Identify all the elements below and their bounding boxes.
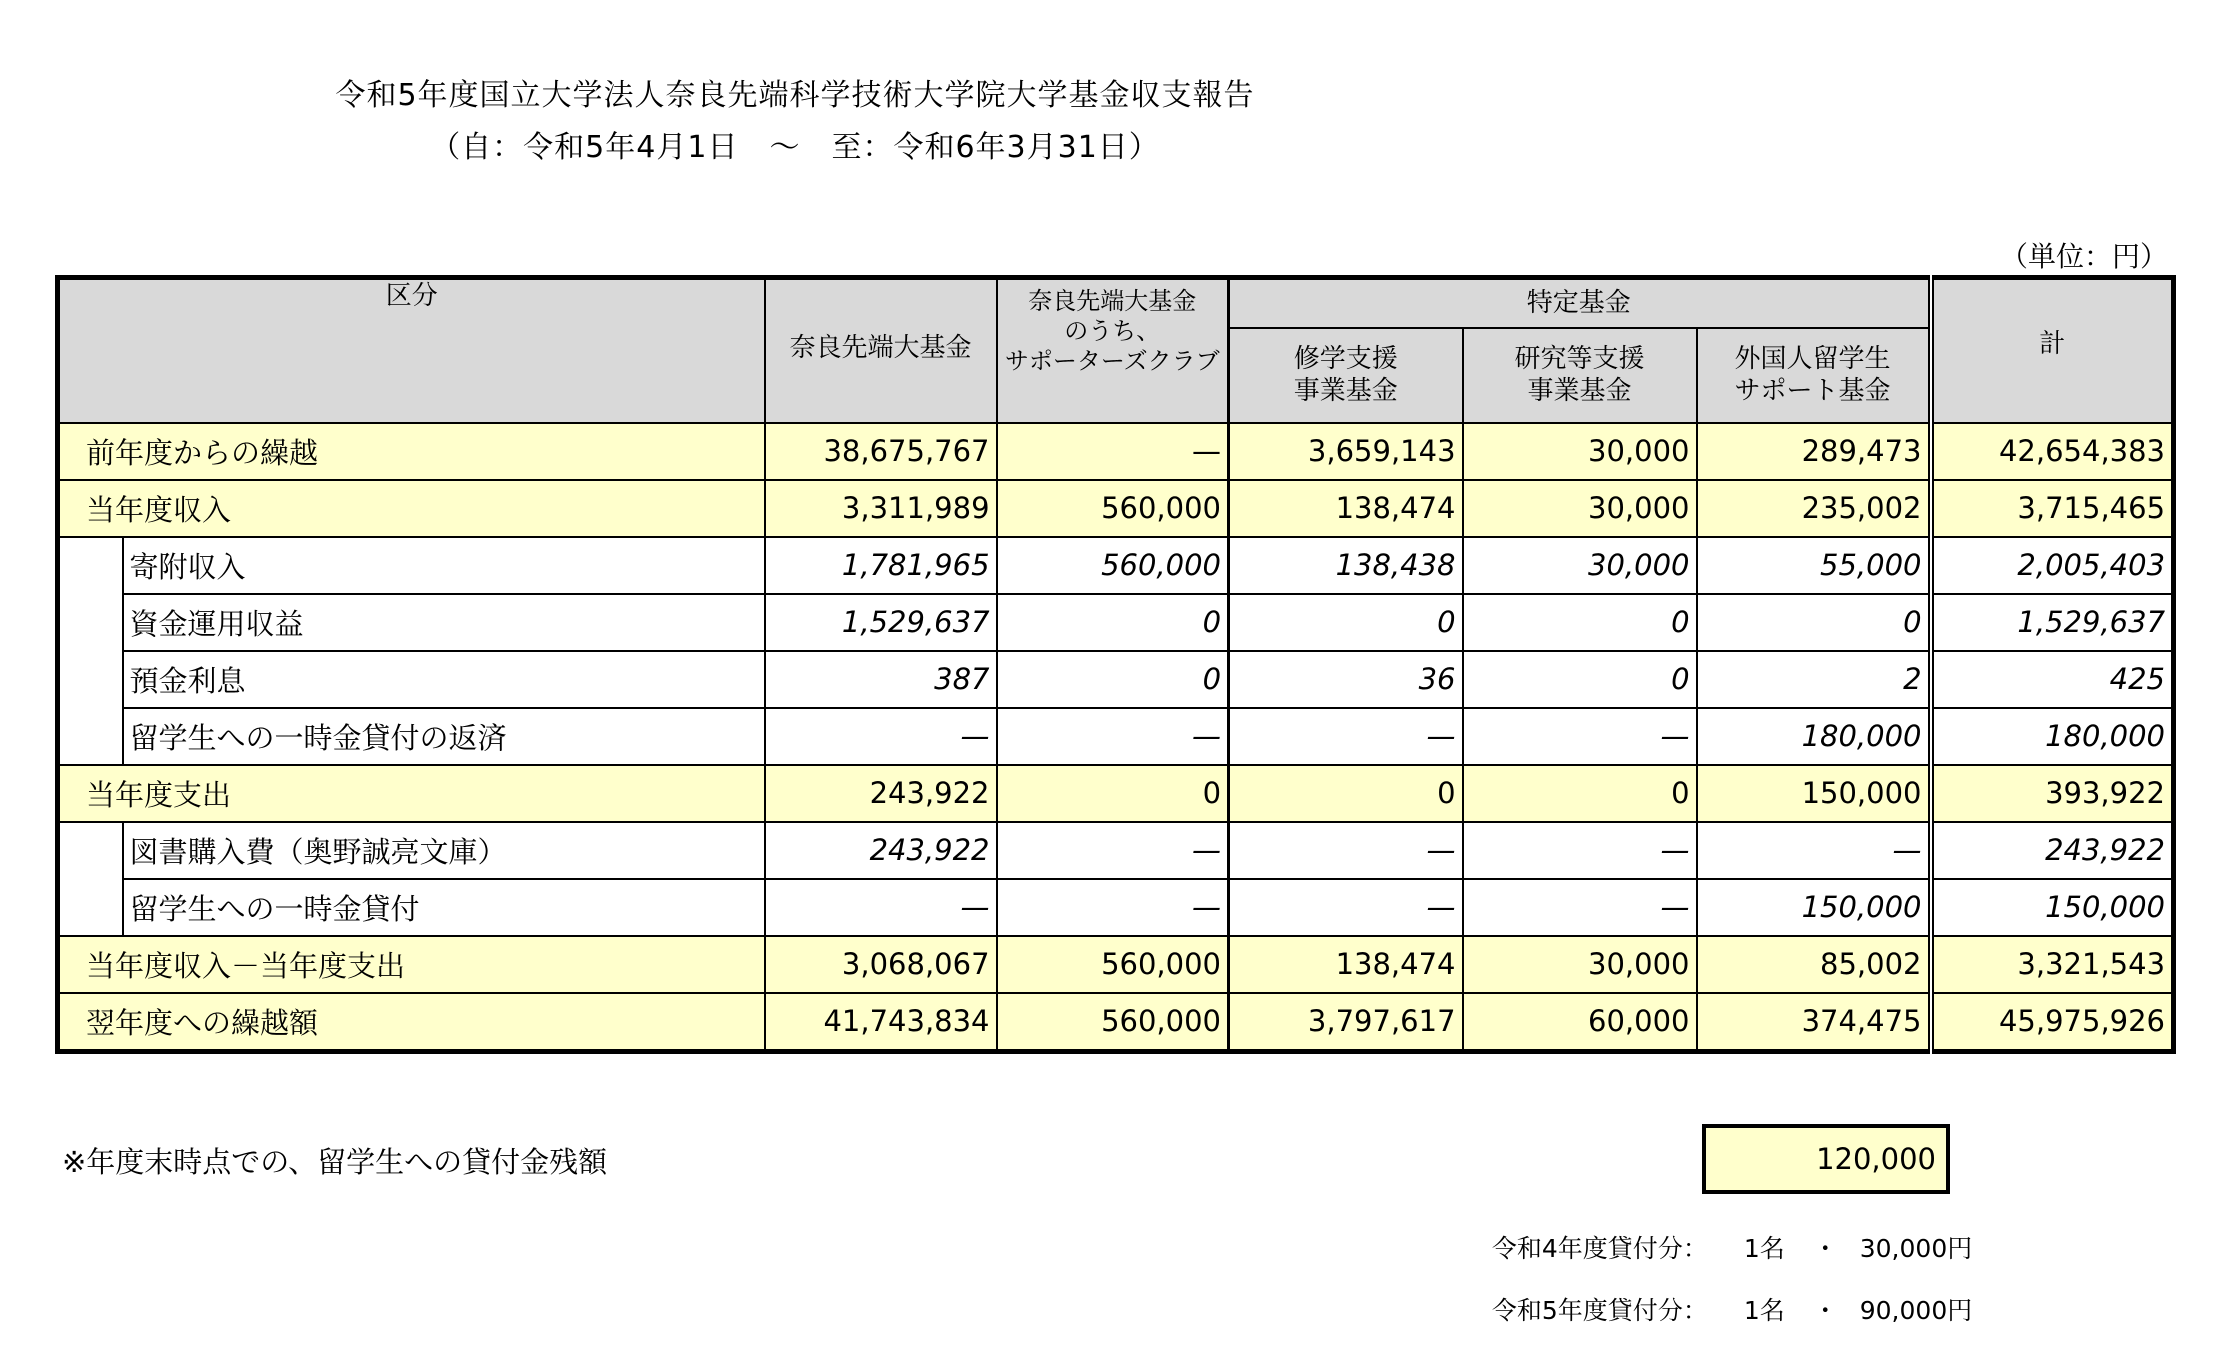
cell-value: —: [1697, 822, 1931, 879]
cell-value: 30,000: [1463, 936, 1697, 993]
cell-value: 3,321,543: [1931, 936, 2174, 993]
cell-value: 0: [1463, 651, 1697, 708]
cell-value: 138,474: [1229, 480, 1463, 537]
cell-value: 3,311,989: [765, 480, 997, 537]
loan-amount: 90,000円: [1859, 1296, 1973, 1325]
table-row: [58, 936, 2174, 993]
row-label: 当年度支出: [58, 765, 765, 822]
cell-value: 41,743,834: [765, 993, 997, 1052]
cell-value: —: [1463, 822, 1697, 879]
table-row: [58, 765, 2174, 822]
header-category: 区分: [58, 278, 765, 423]
cell-value: 374,475: [1697, 993, 1931, 1052]
row-label: 前年度からの繰越: [58, 423, 765, 480]
header-research-support: 研究等支援 事業基金: [1463, 328, 1697, 423]
row-label: 預金利息: [123, 651, 765, 708]
header-specific-fund: 特定基金: [1229, 278, 1931, 328]
cell-value: 30,000: [1463, 480, 1697, 537]
cell-value: 425: [1931, 651, 2174, 708]
loan-line-r5: [1476, 1262, 1972, 1327]
cell-value: 560,000: [997, 537, 1229, 594]
loan-line-r4: [1476, 1200, 1972, 1265]
cell-value: 3,715,465: [1931, 480, 2174, 537]
cell-value: 85,002: [1697, 936, 1931, 993]
cell-value: 0: [997, 594, 1229, 651]
unit-label: （単位：円）: [1999, 240, 2168, 273]
table-row: [58, 480, 2174, 537]
table-row: [58, 537, 2174, 594]
cell-value: 2,005,403: [1931, 537, 2174, 594]
cell-value: 0: [997, 765, 1229, 822]
cell-value: 3,797,617: [1229, 993, 1463, 1052]
cell-value: 243,922: [1931, 822, 2174, 879]
cell-value: 30,000: [1463, 537, 1697, 594]
cell-value: 1,529,637: [1931, 594, 2174, 651]
report-period: （自：令和5年4月1日 ～ 至：令和6年3月31日）: [430, 130, 1160, 165]
row-label: 当年度収入: [58, 480, 765, 537]
cell-value: 3,068,067: [765, 936, 997, 993]
table-row: [58, 879, 2174, 936]
loan-balance-note: ※年度末時点での、留学生への貸付金残額: [62, 1145, 608, 1179]
cell-value: 150,000: [1697, 765, 1931, 822]
header-supporters-club: 奈良先端大基金 のうち、 サポーターズクラブ: [997, 278, 1229, 423]
loan-balance-value: 120,000: [1702, 1124, 1950, 1194]
cell-value: —: [1463, 708, 1697, 765]
row-label: 資金運用収益: [123, 594, 765, 651]
cell-value: 289,473: [1697, 423, 1931, 480]
cell-value: 235,002: [1697, 480, 1931, 537]
cell-value: 150,000: [1697, 879, 1931, 936]
cell-value: 138,438: [1229, 537, 1463, 594]
cell-value: 387: [765, 651, 997, 708]
cell-value: 0: [1697, 594, 1931, 651]
loan-dot: ・: [1812, 1296, 1838, 1325]
indent-cell: [58, 822, 123, 936]
cell-value: 36: [1229, 651, 1463, 708]
header-study-support: 修学支援 事業基金: [1229, 328, 1463, 423]
row-label: 留学生への一時金貸付: [123, 879, 765, 936]
row-label: 図書購入費（奥野誠亮文庫）: [123, 822, 765, 879]
indent-cell: [58, 537, 123, 765]
cell-value: —: [1463, 879, 1697, 936]
fund-report-table: [55, 275, 2176, 1054]
cell-value: 243,922: [765, 765, 997, 822]
cell-value: 138,474: [1229, 936, 1463, 993]
loan-year: 令和5年度貸付分：: [1491, 1296, 1708, 1325]
cell-value: 0: [1463, 765, 1697, 822]
cell-value: 1,781,965: [765, 537, 997, 594]
cell-value: 2: [1697, 651, 1931, 708]
header-total: 計: [1931, 278, 2174, 423]
cell-value: —: [997, 822, 1229, 879]
table-row: [58, 708, 2174, 765]
cell-value: —: [997, 708, 1229, 765]
cell-value: 42,654,383: [1931, 423, 2174, 480]
cell-value: 150,000: [1931, 879, 2174, 936]
cell-value: 60,000: [1463, 993, 1697, 1052]
cell-value: 30,000: [1463, 423, 1697, 480]
cell-value: 0: [1229, 765, 1463, 822]
header-nara-fund: 奈良先端大基金: [765, 278, 997, 423]
cell-value: 560,000: [997, 993, 1229, 1052]
cell-value: 1,529,637: [765, 594, 997, 651]
cell-value: —: [1229, 708, 1463, 765]
cell-value: —: [997, 879, 1229, 936]
loan-amount: 30,000円: [1859, 1234, 1973, 1263]
cell-value: 0: [1463, 594, 1697, 651]
cell-value: 180,000: [1931, 708, 2174, 765]
table-row: [58, 651, 2174, 708]
cell-value: 393,922: [1931, 765, 2174, 822]
row-label: 翌年度への繰越額: [58, 993, 765, 1052]
row-label: 寄附収入: [123, 537, 765, 594]
table-row: [58, 423, 2174, 480]
loan-year: 令和4年度貸付分：: [1491, 1234, 1708, 1263]
row-label: 留学生への一時金貸付の返済: [123, 708, 765, 765]
cell-value: 180,000: [1697, 708, 1931, 765]
loan-dot: ・: [1812, 1234, 1838, 1263]
cell-value: —: [1229, 879, 1463, 936]
cell-value: —: [1229, 822, 1463, 879]
cell-value: 560,000: [997, 480, 1229, 537]
loan-count: 1名: [1743, 1234, 1785, 1263]
table-row: [58, 594, 2174, 651]
cell-value: 55,000: [1697, 537, 1931, 594]
cell-value: 38,675,767: [765, 423, 997, 480]
cell-value: 243,922: [765, 822, 997, 879]
cell-value: —: [765, 879, 997, 936]
cell-value: —: [997, 423, 1229, 480]
table-row: [58, 993, 2174, 1052]
cell-value: —: [765, 708, 997, 765]
table-row: [58, 822, 2174, 879]
cell-value: 0: [1229, 594, 1463, 651]
row-label: 当年度収入－当年度支出: [58, 936, 765, 993]
header-intl-student: 外国人留学生 サポート基金: [1697, 328, 1931, 423]
cell-value: 3,659,143: [1229, 423, 1463, 480]
report-title: 令和5年度国立大学法人奈良先端科学技術大学院大学基金収支報告: [335, 78, 1255, 113]
cell-value: 560,000: [997, 936, 1229, 993]
cell-value: 0: [997, 651, 1229, 708]
loan-count: 1名: [1743, 1296, 1785, 1325]
cell-value: 45,975,926: [1931, 993, 2174, 1052]
